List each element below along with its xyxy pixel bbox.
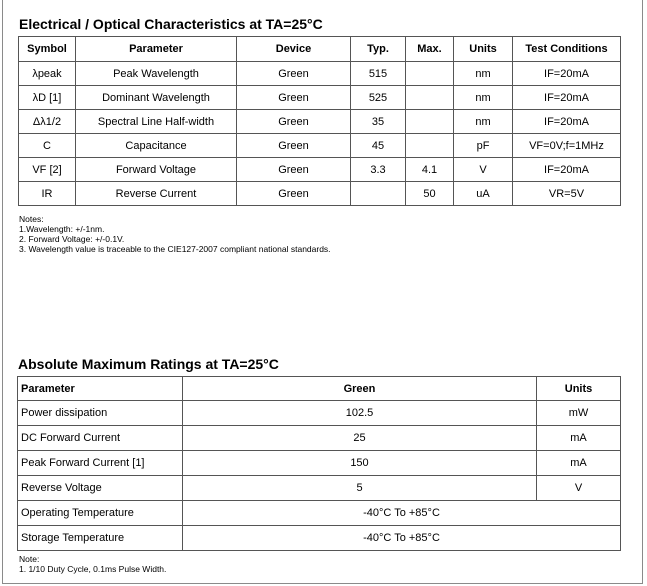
test-conditions-cell: IF=20mA (513, 158, 621, 182)
value-cell: 102.5 (183, 401, 537, 426)
units-cell: V (454, 158, 513, 182)
table-row (19, 86, 621, 110)
absolute-max-ratings-table (17, 376, 621, 551)
note-line: 1.Wavelength: +/-1nm. (19, 224, 105, 234)
symbol-cell: λD [1] (19, 86, 76, 110)
units-cell: mA (537, 451, 621, 476)
parameter-cell: Peak Wavelength (76, 62, 237, 86)
table-row (19, 62, 621, 86)
ratings-notes (19, 554, 166, 574)
test-conditions-cell: VF=0V;f=1MHz (513, 134, 621, 158)
typ-cell: 525 (351, 86, 406, 110)
notes-heading: Note: (19, 554, 40, 564)
header-cell: Max. (406, 37, 454, 62)
max-cell: 50 (406, 182, 454, 206)
notes-heading: Notes: (19, 214, 44, 224)
parameter-cell: Peak Forward Current [1] (18, 451, 183, 476)
header-cell: Test Conditions (513, 37, 621, 62)
header-cell: Symbol (19, 37, 76, 62)
parameter-cell: Operating Temperature (18, 501, 183, 526)
device-cell: Green (237, 182, 351, 206)
absolute-max-ratings-title: Absolute Maximum Ratings at TA=25°C (18, 356, 279, 372)
parameter-cell: Reverse Voltage (18, 476, 183, 501)
device-cell: Green (237, 62, 351, 86)
table-row (19, 158, 621, 182)
max-cell: 4.1 (406, 158, 454, 182)
device-cell: Green (237, 158, 351, 182)
table-header-row (18, 377, 621, 401)
parameter-cell: Dominant Wavelength (76, 86, 237, 110)
parameter-cell: Spectral Line Half-width (76, 110, 237, 134)
value-cell: 5 (183, 476, 537, 501)
table-row (19, 134, 621, 158)
electrical-optical-table (18, 36, 621, 206)
table-row (18, 401, 621, 426)
typ-cell: 45 (351, 134, 406, 158)
value-cell: -40°C To +85°C (183, 526, 621, 551)
units-cell: V (537, 476, 621, 501)
test-conditions-cell: IF=20mA (513, 62, 621, 86)
electrical-optical-title: Electrical / Optical Characteristics at TA=25°C (19, 16, 323, 32)
units-cell: mA (537, 426, 621, 451)
table-row (19, 182, 621, 206)
header-cell: Parameter (18, 377, 183, 401)
parameter-cell: Forward Voltage (76, 158, 237, 182)
header-cell: Parameter (76, 37, 237, 62)
units-cell: mW (537, 401, 621, 426)
header-cell: Green (183, 377, 537, 401)
table-row (18, 501, 621, 526)
header-cell: Typ. (351, 37, 406, 62)
table-row (18, 476, 621, 501)
typ-cell: 515 (351, 62, 406, 86)
value-cell: 25 (183, 426, 537, 451)
note-line: 3. Wavelength value is traceable to the CIE127-2007 compliant national standards. (19, 244, 331, 254)
table-row (18, 451, 621, 476)
test-conditions-cell: VR=5V (513, 182, 621, 206)
symbol-cell: Δλ1/2 (19, 110, 76, 134)
device-cell: Green (237, 110, 351, 134)
header-cell: Units (454, 37, 513, 62)
parameter-cell: DC Forward Current (18, 426, 183, 451)
units-cell: pF (454, 134, 513, 158)
max-cell (406, 62, 454, 86)
symbol-cell: λpeak (19, 62, 76, 86)
units-cell: nm (454, 110, 513, 134)
symbol-cell: C (19, 134, 76, 158)
typ-cell (351, 182, 406, 206)
note-line: 1. 1/10 Duty Cycle, 0.1ms Pulse Width. (19, 564, 167, 574)
parameter-cell: Power dissipation (18, 401, 183, 426)
value-cell: 150 (183, 451, 537, 476)
table-row (19, 110, 621, 134)
max-cell (406, 86, 454, 110)
table-header-row (19, 37, 621, 62)
test-conditions-cell: IF=20mA (513, 86, 621, 110)
table-row (18, 526, 621, 551)
table-row (18, 426, 621, 451)
max-cell (406, 110, 454, 134)
parameter-cell: Reverse Current (76, 182, 237, 206)
typ-cell: 3.3 (351, 158, 406, 182)
note-line: 2. Forward Voltage: +/-0.1V. (19, 234, 125, 244)
test-conditions-cell: IF=20mA (513, 110, 621, 134)
device-cell: Green (237, 86, 351, 110)
device-cell: Green (237, 134, 351, 158)
header-cell: Units (537, 377, 621, 401)
parameter-cell: Capacitance (76, 134, 237, 158)
electrical-notes (19, 214, 331, 254)
units-cell: uA (454, 182, 513, 206)
symbol-cell: IR (19, 182, 76, 206)
units-cell: nm (454, 62, 513, 86)
parameter-cell: Storage Temperature (18, 526, 183, 551)
header-cell: Device (237, 37, 351, 62)
max-cell (406, 134, 454, 158)
typ-cell: 35 (351, 110, 406, 134)
value-cell: -40°C To +85°C (183, 501, 621, 526)
symbol-cell: VF [2] (19, 158, 76, 182)
units-cell: nm (454, 86, 513, 110)
